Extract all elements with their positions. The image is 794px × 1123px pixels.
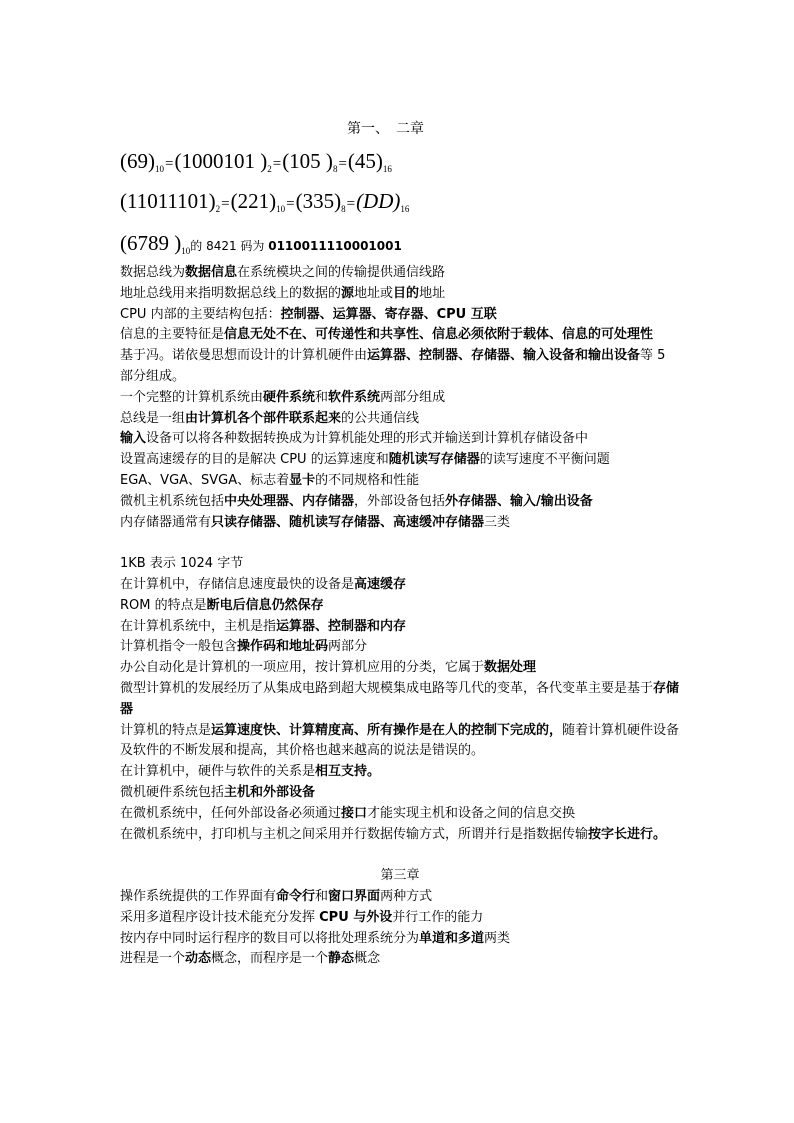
note-line [120, 637, 680, 658]
note-text: 和 [315, 888, 329, 904]
note-line [120, 388, 680, 409]
note-line [120, 492, 680, 513]
note-text: 在微机系统中，任何外部设备必须通过 [120, 805, 342, 821]
note-text: 并行工作的能力 [392, 909, 484, 925]
note-line [120, 596, 680, 617]
note-line [120, 471, 680, 492]
chapter-1-2-title: 第一、 二章 [347, 121, 424, 137]
note-emphasis: 运算器、控制器、存储器、输入设备和输出设备 [367, 348, 641, 364]
note-line [120, 804, 680, 825]
note-emphasis: 静态 [328, 951, 355, 967]
note-line [120, 450, 680, 471]
note-text: 随着计算机硬件设备及软件的不断发展和提高，其价格也越来越高的说法是错误的。 [120, 722, 680, 759]
note-text: 计算机的特点是 [120, 722, 212, 738]
note-line [120, 887, 680, 908]
note-text: 信息的主要特征是 [120, 327, 225, 343]
note-emphasis: 外存储器、输入/输出设备 [445, 493, 593, 509]
note-line [120, 762, 680, 783]
note-line [120, 679, 680, 721]
note-text: 1KB 表示 1024 字节 [120, 556, 244, 572]
chapter-3-title: 第三章 [380, 868, 420, 884]
note-emphasis: 中央处理器、内存储器 [224, 493, 355, 509]
note-text: 在计算机系统中，主机是指 [120, 618, 277, 634]
note-line [120, 721, 680, 763]
note-text: 地址 [419, 285, 446, 301]
note-emphasis: 只读存储器、随机读写存储器、高速缓冲存储器 [211, 514, 485, 530]
note-emphasis: 硬件系统 [263, 389, 316, 405]
note-emphasis: 单道和多道 [419, 930, 485, 946]
note-text: 总线是一组 [120, 410, 186, 426]
notes-section-1 [120, 263, 680, 533]
note-text: 两类 [484, 930, 511, 946]
note-text: 设置高速缓存的目的是解决 CPU 的运算速度和 [120, 452, 389, 468]
note-emphasis: 目的 [393, 285, 420, 301]
note-text: 的公共通信线 [341, 410, 420, 426]
note-emphasis: CPU 与外设 [319, 909, 393, 925]
note-text: 的读写速度不平衡问题 [479, 452, 610, 468]
note-emphasis: 按字长进行。 [588, 826, 667, 842]
note-text: 在系统模块之间的传输提供通信线路 [237, 265, 446, 280]
formula-conversion-11011101: $(11011101)_2=(221)_{10}=(335)_8=(DD)_{16}$ [120, 189, 410, 214]
note-text: 两部分 [328, 639, 368, 655]
note-text: 微机硬件系统包括 [120, 784, 225, 800]
note-text: 进程是一个 [120, 951, 186, 967]
note-text: 微机主机系统包括 [120, 493, 225, 509]
note-text: 两种方式 [380, 888, 433, 904]
note-text: EGA、VGA、SVGA、标志着 [120, 472, 290, 488]
note-text: 设备可以将各种数据转换成为计算机能处理的形式并输送到计算机存储设备中 [146, 431, 589, 447]
note-line [120, 429, 680, 450]
notes-section-3 [120, 887, 680, 970]
note-text: 两部分组成 [380, 389, 446, 405]
note-line [120, 325, 680, 346]
note-emphasis: 命令行 [276, 888, 316, 904]
note-emphasis: 显卡 [289, 472, 316, 488]
note-emphasis: 存储器 [120, 680, 680, 717]
note-text: 在计算机中，硬件与软件的关系是 [120, 764, 316, 780]
note-text: 基于冯。诺依曼思想而设计的计算机硬件由 [120, 348, 368, 364]
note-text: 三类 [484, 514, 511, 530]
note-text: 一个完整的计算机系统由 [120, 389, 264, 405]
note-emphasis: 断电后信息仍然保存 [206, 597, 324, 613]
note-line [120, 346, 680, 388]
note-emphasis: 接口 [341, 805, 368, 821]
spacer [120, 533, 680, 554]
note-line [120, 513, 680, 534]
note-text: 按内存中同时运行程序的数目可以将批处理系统分为 [120, 930, 420, 946]
note-emphasis: 软件系统 [328, 389, 381, 405]
note-emphasis: 主机和外部设备 [224, 784, 316, 800]
note-line [120, 783, 680, 804]
note-text: 计算机指令一般包含 [120, 639, 238, 655]
note-emphasis: 相互支持。 [315, 764, 381, 780]
notes-body [120, 263, 680, 970]
note-text: 采用多道程序设计技术能充分发挥 [120, 909, 320, 925]
note-text: 概念，而程序是一个 [211, 951, 329, 967]
spacer [120, 845, 680, 866]
note-text: 内存储器通常有 [120, 514, 212, 530]
note-emphasis: 信息无处不在、可传递性和共享性、信息必须依附于载体、信息的可处理性 [224, 327, 654, 343]
note-line [120, 929, 680, 950]
formula-bcd-6789: (6789 )$_{10}$的 8421 码为 0110011110001001 [120, 231, 402, 256]
note-text: 办公自动化是计算机的一项应用，按计算机应用的分类，它属于 [120, 660, 485, 676]
formula-conversion-69: $(69)_{10}=(1000101$ )$_2=(105$ )$_8=(45)_{16}$ [120, 149, 392, 174]
note-emphasis: 运算器、控制器和内存 [276, 618, 407, 634]
note-line [120, 575, 680, 596]
note-text: ，外部设备包括 [354, 493, 446, 509]
note-emphasis: 操作码和地址码 [237, 639, 329, 655]
note-emphasis: 源 [341, 285, 355, 301]
note-emphasis: 数据信息 [185, 265, 238, 280]
note-line [120, 263, 680, 284]
note-text: 的不同规格和性能 [315, 472, 420, 488]
note-text: 等 5 部分组成。 [120, 348, 666, 384]
note-text: 数据总线为 [120, 265, 186, 280]
note-text: 微型计算机的发展经历了从集成电路到超大规模集成电路等几代的变革，各代变革主要是基于 [120, 680, 654, 696]
note-line [120, 284, 680, 305]
note-line [120, 409, 680, 430]
note-line [120, 617, 680, 638]
note-text: 地址或 [354, 285, 394, 301]
note-line [120, 305, 680, 326]
note-text: 才能实现主机和设备之间的信息交换 [367, 805, 576, 821]
note-text: 地址总线用来指明数据总线上的数据的 [120, 285, 342, 301]
note-line [120, 825, 680, 846]
note-line [120, 949, 680, 970]
note-text: 概念 [354, 951, 381, 967]
note-emphasis: 由计算机各个部件联系起来 [185, 410, 342, 426]
note-text: 在计算机中，存储信息速度最快的设备是 [120, 576, 355, 592]
note-emphasis: 运算速度快、计算精度高、所有操作是在人的控制下完成的， [211, 722, 563, 738]
notes-section-2 [120, 554, 680, 845]
note-text: 操作系统提供的工作界面有 [120, 888, 277, 904]
note-emphasis: 窗口界面 [328, 888, 381, 904]
note-line [120, 658, 680, 679]
note-emphasis: 控制器、运算器、寄存器、CPU 互联 [280, 306, 497, 322]
note-line [120, 908, 680, 929]
note-emphasis: 动态 [185, 951, 212, 967]
note-emphasis: 随机读写存储器 [388, 452, 480, 468]
note-text: ROM 的特点是 [120, 597, 207, 613]
note-text: 和 [315, 389, 329, 405]
note-emphasis: 数据处理 [484, 660, 537, 676]
note-emphasis: 高速缓存 [354, 576, 407, 592]
note-line [120, 554, 680, 575]
note-text: CPU 内部的主要结构包括： [120, 306, 281, 322]
note-text: 在微机系统中，打印机与主机之间采用并行数据传输方式，所谓并行是指数据传输 [120, 826, 589, 842]
note-emphasis: 输入 [120, 431, 147, 447]
